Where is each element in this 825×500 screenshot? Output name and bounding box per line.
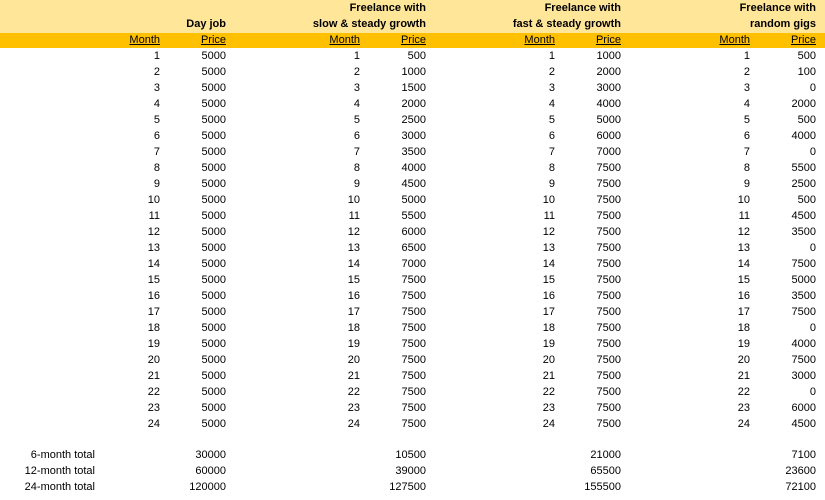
group-0-price-header: Price <box>200 34 226 46</box>
group-0-price-cell: 5000 <box>201 274 226 286</box>
group-2-month-cell: 20 <box>542 354 555 366</box>
group-1-month-cell: 9 <box>353 178 360 190</box>
group-3-month-cell: 7 <box>743 146 750 158</box>
group-1-month-cell: 12 <box>347 226 360 238</box>
group-3-total-cell: 23600 <box>785 465 816 477</box>
group-3-price-cell: 0 <box>809 82 816 94</box>
group-1-price-header: Price <box>400 34 426 46</box>
group-0-price-cell: 5000 <box>201 82 226 94</box>
group-3-price-cell: 0 <box>809 146 816 158</box>
group-0-price-cell: 5000 <box>201 418 226 430</box>
group-3-month-cell: 15 <box>737 274 750 286</box>
group-3-title-line1: Freelance with <box>739 2 816 14</box>
group-1-price-cell: 500 <box>407 50 426 62</box>
total-label-6-month: 6-month total <box>30 449 95 461</box>
group-0-price-cell: 5000 <box>201 306 226 318</box>
group-2-month-header: Month <box>524 34 555 46</box>
group-3-month-cell: 8 <box>743 162 750 174</box>
group-2-month-cell: 2 <box>548 66 555 78</box>
group-0-month-cell: 23 <box>147 402 160 414</box>
group-2-price-header: Price <box>595 34 621 46</box>
group-0-month-cell: 6 <box>153 130 160 142</box>
group-2-month-cell: 19 <box>542 338 555 350</box>
group-3-month-cell: 6 <box>743 130 750 142</box>
group-2-price-cell: 7500 <box>596 210 621 222</box>
group-3-price-cell: 4500 <box>791 418 816 430</box>
group-0-price-cell: 5000 <box>201 386 226 398</box>
group-2-total-cell: 65500 <box>590 465 621 477</box>
group-2-price-cell: 5000 <box>596 114 621 126</box>
group-3-price-header: Price <box>790 34 816 46</box>
group-0-price-cell: 5000 <box>201 354 226 366</box>
group-3-month-cell: 12 <box>737 226 750 238</box>
group-2-month-cell: 1 <box>548 50 555 62</box>
group-0-month-cell: 18 <box>147 322 160 334</box>
group-0-month-cell: 3 <box>153 82 160 94</box>
group-3-month-cell: 3 <box>743 82 750 94</box>
group-0-price-cell: 5000 <box>201 114 226 126</box>
group-2-month-cell: 5 <box>548 114 555 126</box>
group-3-month-cell: 4 <box>743 98 750 110</box>
group-0-price-cell: 5000 <box>201 338 226 350</box>
group-2-month-cell: 10 <box>542 194 555 206</box>
group-1-price-cell: 7500 <box>401 290 426 302</box>
group-2-month-cell: 8 <box>548 162 555 174</box>
group-0-price-cell: 5000 <box>201 130 226 142</box>
group-1-price-cell: 7500 <box>401 386 426 398</box>
group-3-month-cell: 18 <box>737 322 750 334</box>
group-3-month-cell: 9 <box>743 178 750 190</box>
group-2-price-cell: 3000 <box>596 82 621 94</box>
group-3-month-cell: 17 <box>737 306 750 318</box>
group-1-price-cell: 2500 <box>401 114 426 126</box>
group-1-month-cell: 16 <box>347 290 360 302</box>
group-0-title-line2: Day job <box>186 18 226 30</box>
group-1-price-cell: 7500 <box>401 370 426 382</box>
group-2-price-cell: 7500 <box>596 178 621 190</box>
group-3-price-cell: 4500 <box>791 210 816 222</box>
group-0-price-cell: 5000 <box>201 370 226 382</box>
group-2-price-cell: 7500 <box>596 386 621 398</box>
group-0-total-cell: 120000 <box>189 481 226 493</box>
group-3-price-cell: 100 <box>797 66 816 78</box>
group-1-price-cell: 5000 <box>401 194 426 206</box>
group-1-total-cell: 10500 <box>395 449 426 461</box>
group-3-month-cell: 2 <box>743 66 750 78</box>
group-0-total-cell: 60000 <box>195 465 226 477</box>
group-2-month-cell: 23 <box>542 402 555 414</box>
group-2-price-cell: 7500 <box>596 354 621 366</box>
group-1-price-cell: 6000 <box>401 226 426 238</box>
group-3-price-cell: 7500 <box>791 354 816 366</box>
group-0-month-cell: 9 <box>153 178 160 190</box>
group-2-price-cell: 7500 <box>596 290 621 302</box>
group-1-month-cell: 22 <box>347 386 360 398</box>
group-0-price-cell: 5000 <box>201 178 226 190</box>
group-3-month-cell: 20 <box>737 354 750 366</box>
total-label-12-month: 12-month total <box>24 465 95 477</box>
group-3-price-cell: 500 <box>797 194 816 206</box>
group-2-month-cell: 13 <box>542 242 555 254</box>
group-0-price-cell: 5000 <box>201 66 226 78</box>
group-1-price-cell: 7500 <box>401 306 426 318</box>
group-0-month-cell: 5 <box>153 114 160 126</box>
group-3-price-cell: 3500 <box>791 290 816 302</box>
group-1-month-cell: 15 <box>347 274 360 286</box>
group-0-month-cell: 1 <box>153 50 160 62</box>
group-0-price-cell: 5000 <box>201 226 226 238</box>
group-2-month-cell: 18 <box>542 322 555 334</box>
group-0-price-cell: 5000 <box>201 162 226 174</box>
group-2-month-cell: 17 <box>542 306 555 318</box>
group-1-month-cell: 7 <box>353 146 360 158</box>
group-3-month-cell: 24 <box>737 418 750 430</box>
group-3-month-cell: 5 <box>743 114 750 126</box>
group-0-month-cell: 10 <box>147 194 160 206</box>
total-label-24-month: 24-month total <box>24 481 95 493</box>
group-0-month-cell: 4 <box>153 98 160 110</box>
group-1-price-cell: 7500 <box>401 338 426 350</box>
group-3-month-cell: 22 <box>737 386 750 398</box>
group-2-month-cell: 21 <box>542 370 555 382</box>
group-0-title-line1 <box>120 0 226 16</box>
group-3-month-cell: 16 <box>737 290 750 302</box>
group-0-price-cell: 5000 <box>201 242 226 254</box>
group-3-price-cell: 5000 <box>791 274 816 286</box>
group-3-price-cell: 3500 <box>791 226 816 238</box>
group-3-month-cell: 11 <box>738 210 750 222</box>
group-3-price-cell: 2500 <box>791 178 816 190</box>
group-1-total-cell: 39000 <box>395 465 426 477</box>
group-1-price-cell: 4000 <box>401 162 426 174</box>
group-1-month-cell: 10 <box>347 194 360 206</box>
group-2-title-line1: Freelance with <box>544 2 621 14</box>
group-1-month-header: Month <box>329 34 360 46</box>
group-1-month-cell: 1 <box>353 50 360 62</box>
group-0-month-cell: 16 <box>147 290 160 302</box>
group-3-price-cell: 3000 <box>791 370 816 382</box>
group-3-price-cell: 7500 <box>791 306 816 318</box>
group-1-price-cell: 3000 <box>401 130 426 142</box>
group-1-price-cell: 7500 <box>401 354 426 366</box>
group-2-price-cell: 7500 <box>596 402 621 414</box>
group-2-price-cell: 7000 <box>596 146 621 158</box>
group-0-month-cell: 15 <box>147 274 160 286</box>
group-2-month-cell: 22 <box>542 386 555 398</box>
group-2-price-cell: 7500 <box>596 306 621 318</box>
group-1-price-cell: 1500 <box>401 82 426 94</box>
group-2-month-cell: 4 <box>548 98 555 110</box>
group-1-price-cell: 7500 <box>401 418 426 430</box>
group-0-price-cell: 5000 <box>201 290 226 302</box>
group-1-month-cell: 8 <box>353 162 360 174</box>
group-2-price-cell: 7500 <box>596 258 621 270</box>
group-1-month-cell: 13 <box>347 242 360 254</box>
group-1-month-cell: 17 <box>347 306 360 318</box>
group-3-price-cell: 7500 <box>791 258 816 270</box>
group-3-month-cell: 1 <box>743 50 750 62</box>
group-0-price-cell: 5000 <box>201 210 226 222</box>
group-2-price-cell: 1000 <box>596 50 621 62</box>
group-0-price-cell: 5000 <box>201 98 226 110</box>
group-3-price-cell: 4000 <box>791 338 816 350</box>
group-2-price-cell: 7500 <box>596 418 621 430</box>
group-0-month-cell: 12 <box>147 226 160 238</box>
group-0-month-cell: 17 <box>147 306 160 318</box>
group-1-price-cell: 7000 <box>401 258 426 270</box>
group-3-month-cell: 10 <box>737 194 750 206</box>
group-0-month-cell: 22 <box>147 386 160 398</box>
group-0-month-cell: 21 <box>147 370 160 382</box>
group-1-month-cell: 3 <box>353 82 360 94</box>
group-0-price-cell: 5000 <box>201 194 226 206</box>
group-3-price-cell: 0 <box>809 242 816 254</box>
group-2-month-cell: 12 <box>542 226 555 238</box>
group-3-month-cell: 21 <box>737 370 750 382</box>
group-0-month-cell: 2 <box>153 66 160 78</box>
group-0-total-cell: 30000 <box>195 449 226 461</box>
group-3-title-line2: random gigs <box>749 18 816 30</box>
group-2-price-cell: 4000 <box>596 98 621 110</box>
group-2-price-cell: 7500 <box>596 242 621 254</box>
group-0-price-cell: 5000 <box>201 50 226 62</box>
group-1-month-cell: 18 <box>347 322 360 334</box>
group-2-month-cell: 3 <box>548 82 555 94</box>
group-3-month-cell: 13 <box>737 242 750 254</box>
group-1-price-cell: 4500 <box>401 178 426 190</box>
group-2-price-cell: 7500 <box>596 274 621 286</box>
group-3-month-cell: 14 <box>737 258 750 270</box>
group-0-month-header: Month <box>129 34 160 46</box>
group-1-month-cell: 2 <box>353 66 360 78</box>
group-2-month-cell: 14 <box>542 258 555 270</box>
group-2-month-cell: 9 <box>548 178 555 190</box>
group-3-month-header: Month <box>719 34 750 46</box>
group-0-price-cell: 5000 <box>201 258 226 270</box>
group-3-price-cell: 5500 <box>791 162 816 174</box>
group-1-month-cell: 19 <box>347 338 360 350</box>
group-0-month-cell: 19 <box>147 338 160 350</box>
group-2-price-cell: 7500 <box>596 226 621 238</box>
group-3-total-cell: 7100 <box>791 449 816 461</box>
group-3-month-cell: 23 <box>737 402 750 414</box>
group-1-title-line1: Freelance with <box>349 2 426 14</box>
group-2-title-line2: fast & steady growth <box>512 18 621 30</box>
group-2-month-cell: 15 <box>542 274 555 286</box>
group-0-month-cell: 24 <box>147 418 160 430</box>
group-2-price-cell: 2000 <box>596 66 621 78</box>
group-3-price-cell: 500 <box>797 50 816 62</box>
group-3-price-cell: 2000 <box>791 98 816 110</box>
group-0-month-cell: 14 <box>147 258 160 270</box>
group-1-month-cell: 5 <box>353 114 360 126</box>
group-2-price-cell: 7500 <box>596 162 621 174</box>
group-2-total-cell: 155500 <box>584 481 621 493</box>
group-1-price-cell: 3500 <box>401 146 426 158</box>
group-1-total-cell: 127500 <box>389 481 426 493</box>
group-2-price-cell: 7500 <box>596 338 621 350</box>
group-1-price-cell: 7500 <box>401 322 426 334</box>
group-1-price-cell: 5500 <box>401 210 426 222</box>
group-1-price-cell: 1000 <box>401 66 426 78</box>
group-2-total-cell: 21000 <box>590 449 621 461</box>
group-1-month-cell: 23 <box>347 402 360 414</box>
group-2-month-cell: 11 <box>543 210 555 222</box>
group-3-total-cell: 72100 <box>785 481 816 493</box>
group-0-month-cell: 11 <box>148 210 160 222</box>
group-1-month-cell: 21 <box>347 370 360 382</box>
group-2-price-cell: 7500 <box>596 322 621 334</box>
group-3-price-cell: 4000 <box>791 130 816 142</box>
group-1-month-cell: 14 <box>347 258 360 270</box>
group-1-title-line2: slow & steady growth <box>312 18 426 30</box>
group-2-price-cell: 7500 <box>596 194 621 206</box>
group-3-price-cell: 0 <box>809 386 816 398</box>
group-2-month-cell: 7 <box>548 146 555 158</box>
group-2-month-cell: 6 <box>548 130 555 142</box>
group-0-price-cell: 5000 <box>201 322 226 334</box>
group-1-price-cell: 7500 <box>401 274 426 286</box>
group-2-month-cell: 24 <box>542 418 555 430</box>
group-0-month-cell: 7 <box>153 146 160 158</box>
group-0-price-cell: 5000 <box>201 402 226 414</box>
group-1-month-cell: 11 <box>348 210 360 222</box>
group-1-month-cell: 20 <box>347 354 360 366</box>
group-2-month-cell: 16 <box>542 290 555 302</box>
group-2-price-cell: 7500 <box>596 370 621 382</box>
group-0-price-cell: 5000 <box>201 146 226 158</box>
group-0-month-cell: 8 <box>153 162 160 174</box>
group-0-month-cell: 20 <box>147 354 160 366</box>
group-3-price-cell: 0 <box>809 322 816 334</box>
group-3-price-cell: 6000 <box>791 402 816 414</box>
group-1-price-cell: 2000 <box>401 98 426 110</box>
group-2-price-cell: 6000 <box>596 130 621 142</box>
group-3-price-cell: 500 <box>797 114 816 126</box>
group-1-price-cell: 6500 <box>401 242 426 254</box>
group-1-month-cell: 6 <box>353 130 360 142</box>
group-1-month-cell: 4 <box>353 98 360 110</box>
group-3-month-cell: 19 <box>737 338 750 350</box>
group-1-price-cell: 7500 <box>401 402 426 414</box>
group-1-month-cell: 24 <box>347 418 360 430</box>
group-0-month-cell: 13 <box>147 242 160 254</box>
